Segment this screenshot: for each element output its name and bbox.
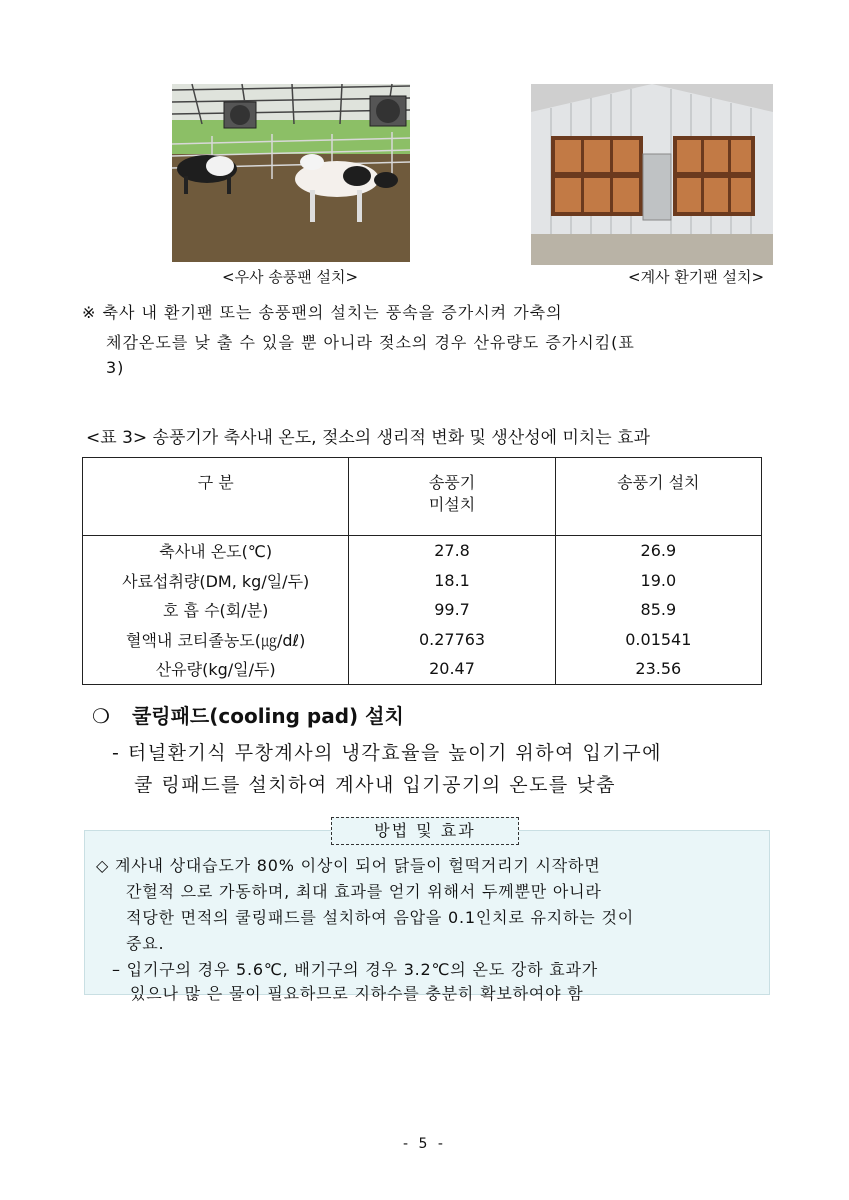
table-row xyxy=(83,625,762,655)
row-label: 혈액내 코티졸농도(㎍/dℓ) xyxy=(83,625,349,655)
note-line: 3) xyxy=(106,358,125,377)
cooling-pad-heading xyxy=(92,700,404,729)
row-no-fan-value: 27.8 xyxy=(349,536,555,566)
header-fan: 송풍기 설치 xyxy=(555,458,761,536)
row-fan-value: 26.9 xyxy=(555,536,761,566)
method-line: 적당한 면적의 쿨링패드를 설치하여 음압을 0.1인치로 유지하는 것이 xyxy=(126,908,634,927)
row-fan-value: 19.0 xyxy=(555,566,761,596)
row-no-fan-value: 20.47 xyxy=(349,654,555,684)
table-row xyxy=(83,595,762,625)
page-number: - 5 - xyxy=(403,1136,446,1152)
method-line: 중요. xyxy=(126,934,165,953)
cooling-body-line: 쿨 링패드를 설치하여 계사내 입기공기의 온도를 낮춤 xyxy=(134,774,617,796)
row-label: 사료섭취량(DM, kg/일/두) xyxy=(83,566,349,596)
table-row xyxy=(83,654,762,684)
section-bullet-icon: ❍ xyxy=(92,704,110,728)
header-no-fan-line1: 송풍기 xyxy=(428,473,476,492)
cooling-body-line: - 터널환기식 무창계사의 냉각효율을 높이기 위하여 입기구에 xyxy=(112,742,662,764)
header-no-fan-line2: 미설치 xyxy=(428,495,476,514)
method-line: 간헐적 으로 가동하며, 최대 효과를 얻기 위해서 두께뿐만 아니라 xyxy=(126,882,602,901)
table-caption: <표 3> 송풍기가 축사내 온도, 젖소의 생리적 변화 및 생산성에 미치는 효과 xyxy=(86,428,650,448)
method-line: – 입기구의 경우 5.6℃, 배기구의 경우 3.2℃의 온도 강하 효과가 xyxy=(112,960,599,979)
method-box-content xyxy=(84,830,770,1003)
poultry-photo-caption: <계사 환기팬 설치> xyxy=(628,268,765,286)
header-category: 구 분 xyxy=(83,458,349,536)
row-label: 산유량(kg/일/두) xyxy=(83,654,349,684)
cow-photo-caption: <우사 송풍팬 설치> xyxy=(222,268,359,286)
method-box-title: 방법 및 효과 xyxy=(331,817,519,845)
method-line: ◇ 계사내 상대습도가 80% 이상이 되어 닭들이 헐떡거리기 시작하면 xyxy=(96,856,601,875)
cooling-pad-title: 쿨링패드(cooling pad) 설치 xyxy=(131,704,404,728)
method-line: 있으나 많 은 물이 필요하므로 지하수를 충분히 확보하여야 함 xyxy=(130,984,584,1003)
fan-effect-table xyxy=(82,457,762,685)
row-label: 호 흡 수(회/분) xyxy=(83,595,349,625)
cow-barn-fan-photo xyxy=(172,84,410,262)
row-fan-value: 0.01541 xyxy=(555,625,761,655)
table-row xyxy=(83,566,762,596)
poultry-house-fan-photo xyxy=(531,84,773,265)
table-row xyxy=(83,536,762,566)
row-label: 축사내 온도(℃) xyxy=(83,536,349,566)
note-line: ※ 축사 내 환기팬 또는 송풍팬의 설치는 풍속을 증가시켜 가축의 xyxy=(82,303,563,322)
table-header-row xyxy=(83,458,762,536)
row-no-fan-value: 18.1 xyxy=(349,566,555,596)
row-fan-value: 85.9 xyxy=(555,595,761,625)
row-no-fan-value: 99.7 xyxy=(349,595,555,625)
header-no-fan xyxy=(349,458,555,536)
row-no-fan-value: 0.27763 xyxy=(349,625,555,655)
row-fan-value: 23.56 xyxy=(555,654,761,684)
note-line: 체감온도를 낮 출 수 있을 뿐 아니라 젖소의 경우 산유량도 증가시킴(표 xyxy=(106,333,635,352)
